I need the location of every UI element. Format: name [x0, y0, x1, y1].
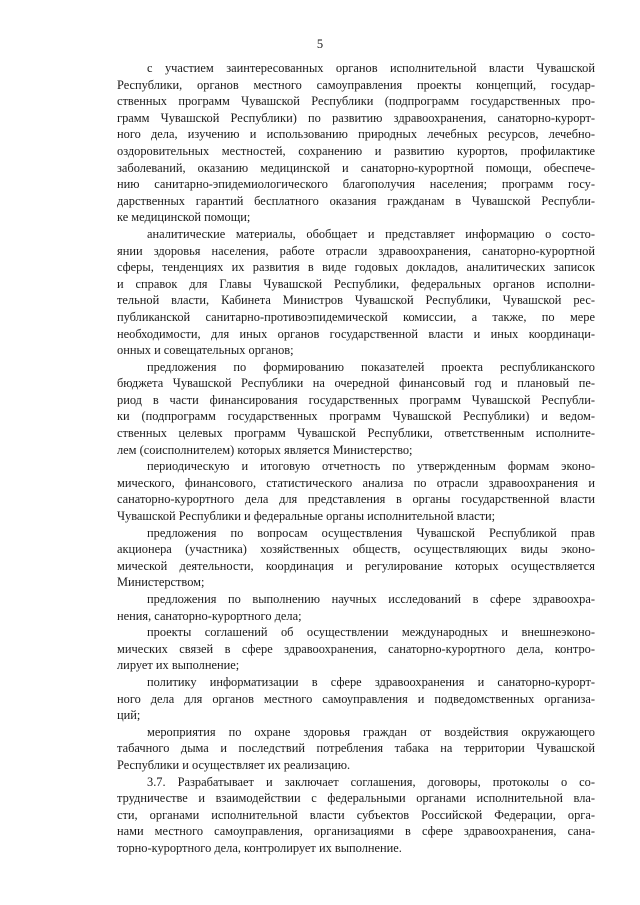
- text-line: ки (подпрограмм государственных программ Чувашской Республики) и ведом-: [117, 409, 595, 424]
- text-line: сферы, тенденциях их развития в виде годовых докладов, аналитических записок: [117, 260, 595, 275]
- text-line: предложения по выполнению научных исследований в сфере здравоохра-: [147, 592, 595, 606]
- paragraph-8: [117, 674, 595, 724]
- text-line: Республики и осуществляет их реализацию.: [117, 757, 351, 772]
- text-line: Министерством;: [117, 575, 205, 590]
- text-line: проекты соглашений об осуществлении международных и внешнеэконо-: [147, 625, 595, 640]
- text-line: тельной власти, Кабинета Министров Чувашской Республики, Чувашской рес-: [117, 293, 595, 308]
- text-line: ственных целевых программ Чувашской Республики, ответственным исполните-: [117, 426, 595, 441]
- text-line: риод в части финансирования государственных программ Чувашской Республи-: [117, 392, 595, 407]
- text-line: лирует их выполнение;: [117, 658, 240, 673]
- text-line: заболеваний, оказанию медицинской и санаторно-курортной помощи, обеспече-: [117, 160, 595, 175]
- paragraph-9: [117, 724, 595, 774]
- paragraph-4: [117, 458, 595, 524]
- text-line: предложения по вопросам осуществления Чувашской Республикой прав: [147, 525, 595, 540]
- text-line: аналитические материалы, обобщает и представляет информацию о состо-: [147, 226, 595, 241]
- text-line: янии здоровья населения, работе отрасли здравоохранения, санаторно-курортной: [117, 243, 595, 258]
- text-line: акционера (участника) хозяйственных обществ, осуществляющих виды эконо-: [117, 542, 595, 557]
- text-line: 3.7. Разрабатывает и заключает соглашения, договоры, протоколы о со-: [147, 774, 595, 789]
- paragraph-6: [117, 591, 595, 624]
- text-line: нами местного самоуправления, организациями в сфере здравоохранения, сана-: [117, 824, 595, 839]
- paragraph-10: [117, 774, 595, 857]
- text-line: Чувашской Республики и федеральные органы исполнительной власти;: [117, 509, 496, 524]
- text-line: бюджета Чувашской Республики на очередной финансовый год и плановый пе-: [117, 376, 595, 391]
- text-line: предложения по формированию показателей проекта республиканского: [147, 359, 595, 374]
- text-line: с участием заинтересованных органов исполнительной власти Чувашской: [147, 61, 595, 75]
- paragraph-2: [117, 226, 595, 359]
- text-line: торно-курортного дела, контролирует их выполнение.: [117, 840, 402, 855]
- text-line: нию санитарно-эпидемиологического благополучия населения; программ госу-: [117, 177, 595, 192]
- text-line: периодическую и итоговую отчетность по утвержденным формам эконо-: [147, 459, 595, 474]
- text-line: онных и совещательных органов;: [117, 343, 294, 358]
- text-line: табачного дыма и последствий потребления табака на территории Чувашской: [117, 741, 595, 756]
- document-body: [117, 60, 595, 857]
- text-line: мического, финансового, статистического анализа по отрасли здравоохранения и: [117, 475, 595, 490]
- text-line: санаторно-курортного дела для представления в органы государственной власти: [117, 492, 595, 507]
- text-line: и справок для Главы Чувашской Республики, федеральных органов исполни-: [117, 276, 595, 291]
- text-line: публиканской санитарно-противоэпидемической комиссии, а также, по мере: [117, 309, 595, 324]
- text-line: лем (соисполнителем) которых является Министерство;: [117, 442, 413, 457]
- text-line: ций;: [117, 708, 141, 723]
- text-line: мических связей в сфере здравоохранения, санаторно-курортного дела, контро-: [117, 641, 595, 656]
- text-line: оздоровительных местностей, сохранению и развитию курортов, профилактике: [117, 143, 595, 158]
- text-line: необходимости, для иных органов государственной власти и иных координаци-: [117, 326, 595, 341]
- text-line: Республики, органов местного самоуправления проекты концепций, государ-: [117, 77, 595, 92]
- text-line: дарственных гарантий бесплатного оказания гражданам в Чувашской Республи-: [117, 193, 595, 208]
- text-line: грамм Чувашской Республики) по развитию здравоохранения, санаторно-курорт-: [117, 110, 595, 125]
- text-line: ного дела, изучению и использованию природных лечебных ресурсов, лечебно-: [117, 127, 595, 142]
- text-line: ственных программ Чувашской Республики (подпрограмм государственных про-: [117, 94, 595, 109]
- paragraph-5: [117, 525, 595, 591]
- text-line: мероприятия по охране здоровья граждан от воздействия окружающего: [147, 724, 595, 739]
- page-number: 5: [316, 37, 324, 51]
- text-line: нения, санаторно-курортного дела;: [117, 608, 302, 623]
- text-line: мической деятельности, координация и регулирование которых осуществляется: [117, 558, 595, 573]
- text-line: сти, органами исполнительной власти субъектов Российской Федерации, орга-: [117, 807, 595, 822]
- text-line: политику информатизации в сфере здравоохранения и санаторно-курорт-: [147, 674, 595, 689]
- text-line: ного дела для органов местного самоуправления и подведомственных организа-: [117, 691, 595, 706]
- paragraph-7: [117, 624, 595, 674]
- paragraph-3: [117, 359, 595, 459]
- text-line: трудничестве и взаимодействии с федеральными органами исполнительной вла-: [117, 791, 595, 806]
- text-line: ке медицинской помощи;: [117, 210, 251, 225]
- paragraph-1: [117, 60, 595, 226]
